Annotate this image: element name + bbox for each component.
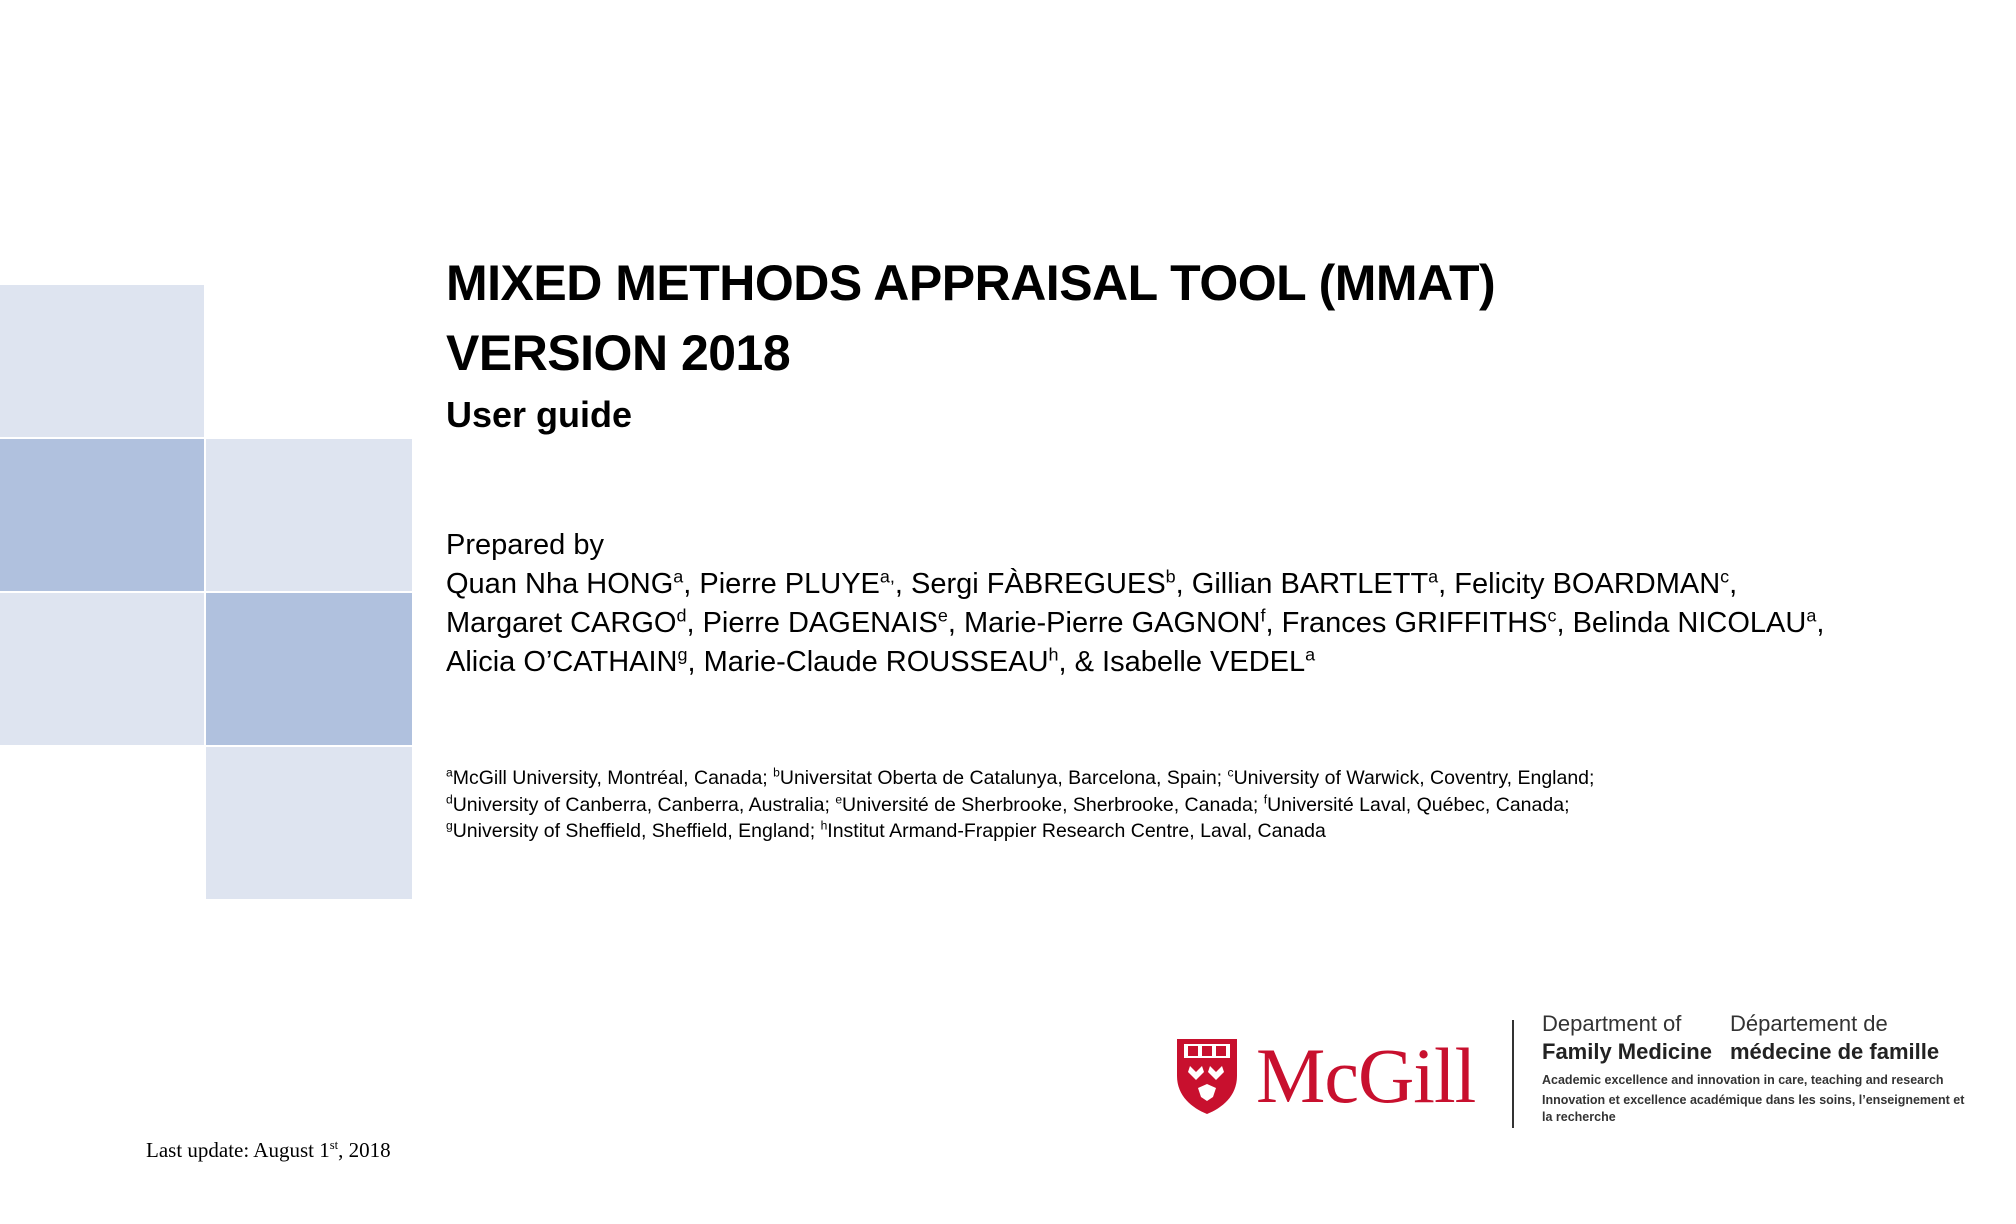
author-separator: , — [687, 646, 704, 678]
decor-square-4 — [0, 593, 204, 745]
author-affiliation-mark: g — [677, 644, 688, 665]
author-name: Alicia O’CATHAIN — [446, 646, 678, 678]
author-line — [446, 643, 1896, 682]
author-affiliation-mark: a — [1305, 644, 1316, 665]
logo-divider — [1512, 1020, 1514, 1128]
affiliation-mark: e — [835, 792, 843, 806]
author-name: Marie-Pierre GAGNON — [964, 607, 1261, 639]
author-affiliation-mark: c — [1720, 566, 1730, 587]
affiliations — [446, 765, 1846, 845]
last-update-ordinal: st — [329, 1138, 339, 1152]
author-separator: , — [894, 568, 912, 600]
author-separator: , — [1816, 607, 1825, 639]
author-affiliation-mark: c — [1547, 605, 1557, 626]
mcgill-logo-block — [1170, 1000, 1970, 1140]
title-line-2: VERSION 2018 — [446, 325, 791, 381]
affiliation-line — [446, 792, 1846, 819]
decor-square-1 — [0, 285, 204, 437]
author-separator: , & — [1058, 646, 1103, 678]
affiliation-mark: b — [773, 765, 780, 780]
author-separator: , — [947, 607, 964, 639]
author-line — [446, 565, 1896, 604]
author-name: Quan Nha HONG — [446, 568, 674, 600]
author-affiliation-mark: d — [676, 605, 687, 626]
department-french — [1730, 1010, 1939, 1066]
tagline-english: Academic excellence and innovation in care, teaching and research — [1542, 1073, 1944, 1087]
prepared-by-label: Prepared by — [446, 529, 604, 561]
affiliation-mark: f — [1263, 792, 1268, 806]
decor-square-2 — [0, 439, 204, 591]
department-english — [1542, 1010, 1712, 1066]
author-list — [446, 565, 1896, 682]
affiliation-line — [446, 765, 1846, 792]
author-affiliation-mark: a — [1806, 605, 1817, 626]
author-affiliation-mark: b — [1165, 566, 1176, 587]
author-name: Belinda NICOLAU — [1572, 607, 1807, 639]
author-name: Gillian BARTLETT — [1191, 568, 1429, 600]
author-name: Frances GRIFFITHS — [1281, 607, 1548, 639]
decor-square-5 — [206, 593, 412, 745]
affiliation-mark: a — [446, 765, 453, 780]
document-subtitle: User guide — [446, 394, 633, 435]
author-name: Marie-Claude ROUSSEAU — [703, 646, 1049, 678]
affiliation-text: Universitat Oberta de Catalunya, Barcelona, Spain; — [779, 767, 1228, 789]
author-affiliation-mark: h — [1048, 644, 1059, 665]
decor-square-3 — [206, 439, 412, 591]
mcgill-shield-icon — [1174, 1036, 1240, 1116]
affiliation-mark: d — [446, 792, 453, 806]
author-affiliation-mark: a, — [879, 566, 895, 587]
affiliation-mark: g — [446, 818, 453, 833]
dept-en-line2: Family Medicine — [1542, 1039, 1712, 1064]
dept-fr-line1: Département de — [1730, 1011, 1888, 1036]
affiliation-text: Institut Armand-Frappier Research Centre, Laval, Canada — [827, 820, 1326, 842]
author-name: Felicity BOARDMAN — [1454, 568, 1721, 600]
author-name: Sergi FÀBREGUES — [911, 568, 1166, 600]
author-separator: , — [1175, 568, 1192, 600]
affiliation-text: University of Sheffield, Sheffield, England; — [452, 820, 821, 842]
author-affiliation-mark: e — [937, 605, 948, 626]
author-separator: , — [686, 607, 703, 639]
author-name: Pierre DAGENAIS — [702, 607, 938, 639]
last-update-suffix: , 2018 — [338, 1138, 391, 1162]
affiliation-text: Université de Sherbrooke, Sherbrooke, Canada; — [842, 793, 1264, 816]
author-separator: , — [1438, 568, 1455, 600]
decor-square-6 — [206, 747, 412, 899]
author-affiliation-mark: a — [673, 566, 684, 587]
author-name: Pierre PLUYE — [699, 568, 880, 600]
author-affiliation-mark: a — [1428, 566, 1439, 587]
dept-en-line1: Department of — [1542, 1011, 1682, 1036]
affiliation-text: McGill University, Montréal, Canada; — [452, 767, 774, 789]
title-line-1: MIXED METHODS APPRAISAL TOOL (MMAT) — [446, 255, 1496, 311]
affiliation-mark: c — [1227, 765, 1234, 780]
tagline-french-line1: Innovation et excellence académique dans les soins, l’enseignement et — [1542, 1093, 1965, 1107]
document-title — [446, 248, 1495, 388]
author-separator: , — [1265, 607, 1282, 639]
author-name: Margaret CARGO — [446, 607, 677, 639]
author-affiliation-mark: f — [1260, 605, 1266, 626]
affiliation-line — [446, 818, 1846, 845]
affiliation-mark: h — [820, 818, 828, 833]
dept-fr-line2: médecine de famille — [1730, 1039, 1940, 1064]
author-separator: , — [683, 568, 700, 600]
author-separator: , — [1556, 607, 1573, 639]
mcgill-wordmark: McGill — [1256, 1032, 1476, 1119]
affiliation-text: University of Warwick, Coventry, England; — [1233, 767, 1595, 789]
affiliation-text: University of Canberra, Canberra, Australia; — [452, 793, 836, 816]
author-separator: , — [1729, 568, 1738, 600]
affiliation-text: Université Laval, Québec, Canada; — [1267, 793, 1570, 816]
last-update — [146, 1138, 391, 1163]
last-update-prefix: Last update: August 1 — [146, 1138, 330, 1162]
author-line — [446, 604, 1896, 643]
tagline-french-line2: la recherche — [1542, 1110, 1616, 1124]
author-name: Isabelle VEDEL — [1102, 646, 1306, 678]
